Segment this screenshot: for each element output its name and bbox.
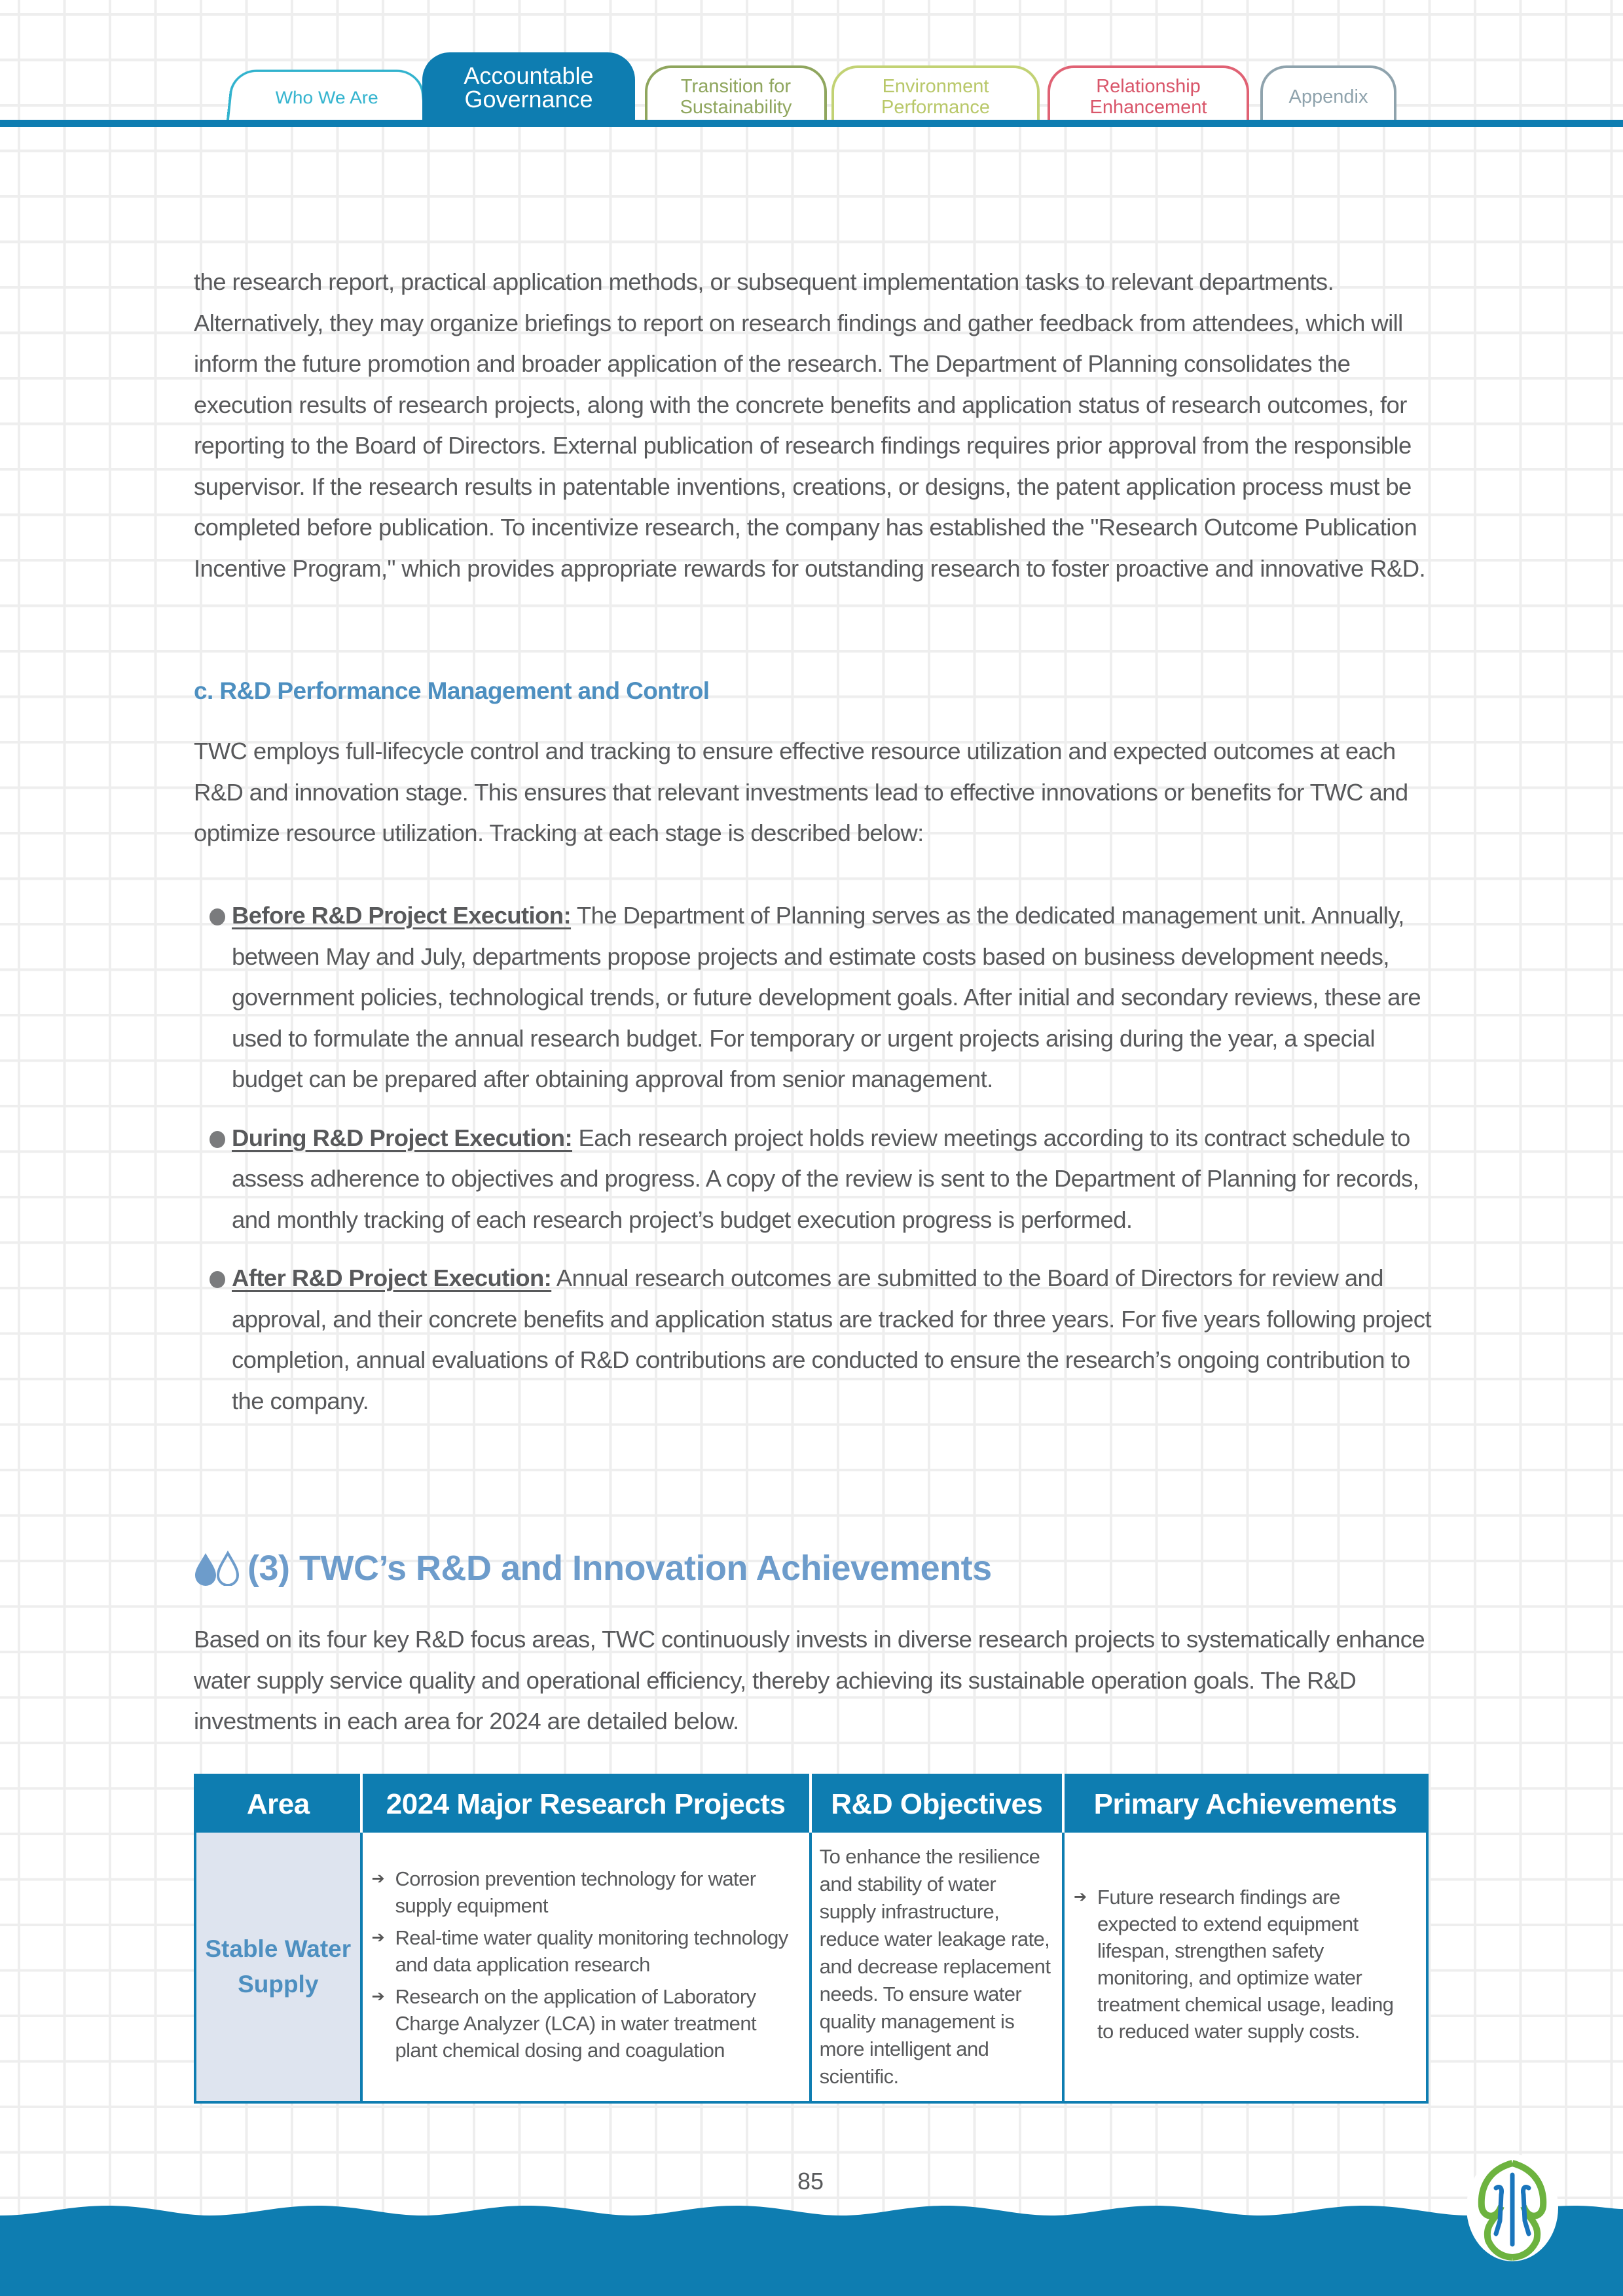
section-body <box>194 1619 1431 1742</box>
bullet-lead: After R&D Project Execution: <box>232 1265 552 1291</box>
projects-cell <box>361 1833 811 2102</box>
project-text: Corrosion prevention technology for water supply equipment <box>395 1867 756 1917</box>
achievements-cell <box>1063 1833 1427 2102</box>
bullet-lead: Before R&D Project Execution: <box>232 902 572 929</box>
header-area: Area <box>195 1775 361 1833</box>
tab-label: Appendix <box>1288 86 1368 107</box>
project-item <box>372 1865 796 1919</box>
tab-label-line2: Sustainability <box>680 97 792 118</box>
header-objectives: R&D Objectives <box>811 1775 1063 1833</box>
tab-label: Who We Are <box>274 88 379 108</box>
bullet-dot-icon <box>210 908 225 925</box>
arrow-right-icon: ➔ <box>371 1869 385 1888</box>
tab-label-line1: Environment <box>882 76 989 97</box>
project-item <box>372 1983 796 2064</box>
bullet-dot-icon <box>210 1271 225 1288</box>
tab-accountable-governance[interactable] <box>422 52 635 123</box>
bullet-text: The Department of Planning serves as the dedicated management unit. Annually, between May and July, departments propose projects and estimate costs based on business development needs, government policies, technological trends, or future development goals. After initial and secondary reviews, these are used to formulate the annual research budget. For temporary or urgent projects arising during the year, a special budget can be prepared after obtaining approval from senior management. <box>232 902 1421 1092</box>
tab-label-line1: Accountable <box>464 62 594 89</box>
section-heading <box>194 1548 992 1588</box>
subsection-body <box>194 731 1431 854</box>
bullet-text: Annual research outcomes are submitted to the Board of Directors for review and approval, and their concrete benefits and application status are tracked for three years. For five years following project completion, annual evaluations of R&D contributions are conducted to ensure the research’s ongoing contribution to the company. <box>232 1265 1431 1414</box>
tab-label-line1: Relationship <box>1096 76 1201 97</box>
tab-label-line2: Governance <box>464 86 593 113</box>
objectives-cell: To enhance the resilience and stability of water supply infrastructure, reduce water leakage rate, and decrease replacement needs. To ensure water quality management is more intelligent and scientific. <box>811 1833 1063 2102</box>
area-cell <box>195 1833 361 2102</box>
stage-bullet-list <box>194 895 1438 1439</box>
subsection-paragraph: TWC employs full-lifecycle control and tracking to ensure effective resource utilization and expected outcomes at each R&D and innovation stage. This ensures that relevant investments lead to effective innovations or benefits for TWC and optimize resource utilization. Tracking at each stage is described below: <box>194 738 1408 846</box>
section-title: (3) TWC’s R&D and Innovation Achievements <box>247 1549 992 1588</box>
tab-transition-for-sustainability[interactable] <box>645 65 827 126</box>
bullet-after-execution <box>194 1258 1438 1422</box>
project-text: Research on the application of Laboratory Charge Analyzer (LCA) in water treatment plant chemical dosing and coagulation <box>395 1984 756 2062</box>
table-header-row <box>195 1775 1427 1833</box>
arrow-right-icon: ➔ <box>371 1928 385 1946</box>
bullet-during-execution <box>194 1118 1438 1241</box>
area-label-line1: Stable Water <box>205 1935 352 1962</box>
tab-label-line2: Performance <box>881 97 990 118</box>
project-text: Real-time water quality monitoring technology and data application research <box>395 1926 788 1976</box>
footer-wave <box>0 2206 1623 2296</box>
water-drops-icon <box>194 1551 241 1586</box>
section-paragraph: Based on its four key R&D focus areas, TWC continuously invests in diverse research projects to systematically enhance water supply service quality and operational efficiency, thereby achieving its sustainable operation goals. The R&D investments in each area for 2024 are detailed below. <box>194 1626 1425 1734</box>
arrow-right-icon: ➔ <box>1074 1888 1087 1906</box>
tab-underline-divider <box>0 120 1623 127</box>
tab-who-we-are[interactable] <box>226 69 428 126</box>
tab-relationship-enhancement[interactable] <box>1048 65 1249 126</box>
bullet-text: Each research project holds review meetings according to its contract schedule to assess adherence to objectives and progress. A copy of the review is sent to the Department of Planning for records, and monthly tracking of each research project’s budget execution progress is performed. <box>232 1124 1419 1233</box>
project-item <box>372 1924 796 1978</box>
arrow-right-icon: ➔ <box>371 1987 385 2005</box>
section-tab-bar <box>0 0 1623 131</box>
tab-environment-performance[interactable] <box>831 65 1040 126</box>
bullet-lead: During R&D Project Execution: <box>232 1124 573 1151</box>
bullet-dot-icon <box>210 1131 225 1148</box>
subsection-heading: c. R&D Performance Management and Control <box>194 677 710 704</box>
area-label-line2: Supply <box>238 1971 319 1998</box>
twc-logo-icon <box>1462 2149 1563 2263</box>
header-achievements: Primary Achievements <box>1063 1775 1427 1833</box>
achievement-text: Future research findings are expected to extend equipment lifespan, strengthen safety monitoring, and optimize water treatment chemical usage, leading to reduced water supply costs. <box>1097 1886 1394 2043</box>
achievement-item <box>1074 1884 1413 2045</box>
intro-paragraph: the research report, practical application methods, or subsequent implementation tasks to relevant departments. Alternatively, they may organize briefings to report on research findings and gather feedback from attendees, which will inform the future promotion and broader application of the research. The Department of Planning consolidates the execution results of research projects, along with the concrete benefits and application status of research outcomes, for reporting to the Board of Directors. External publication of research findings requires prior approval from the responsible supervisor. If the research results in patentable inventions, creations, or designs, the patent application process must be completed before publication. To incentivize research, the company has established the "Research Outcome Publication Incentive Program," which provides appropriate rewards for outstanding research to foster proactive and innovative R&D. <box>194 268 1426 582</box>
header-projects: 2024 Major Research Projects <box>361 1775 811 1833</box>
intro-section <box>194 262 1431 589</box>
table-row <box>195 1833 1427 2102</box>
rd-investment-table <box>194 1774 1429 2104</box>
page-number: 85 <box>797 2168 824 2195</box>
tab-label-line2: Enhancement <box>1089 97 1207 118</box>
bullet-before-execution <box>194 895 1438 1100</box>
tab-label-line1: Transition for <box>680 76 792 97</box>
tab-appendix[interactable] <box>1260 65 1396 126</box>
